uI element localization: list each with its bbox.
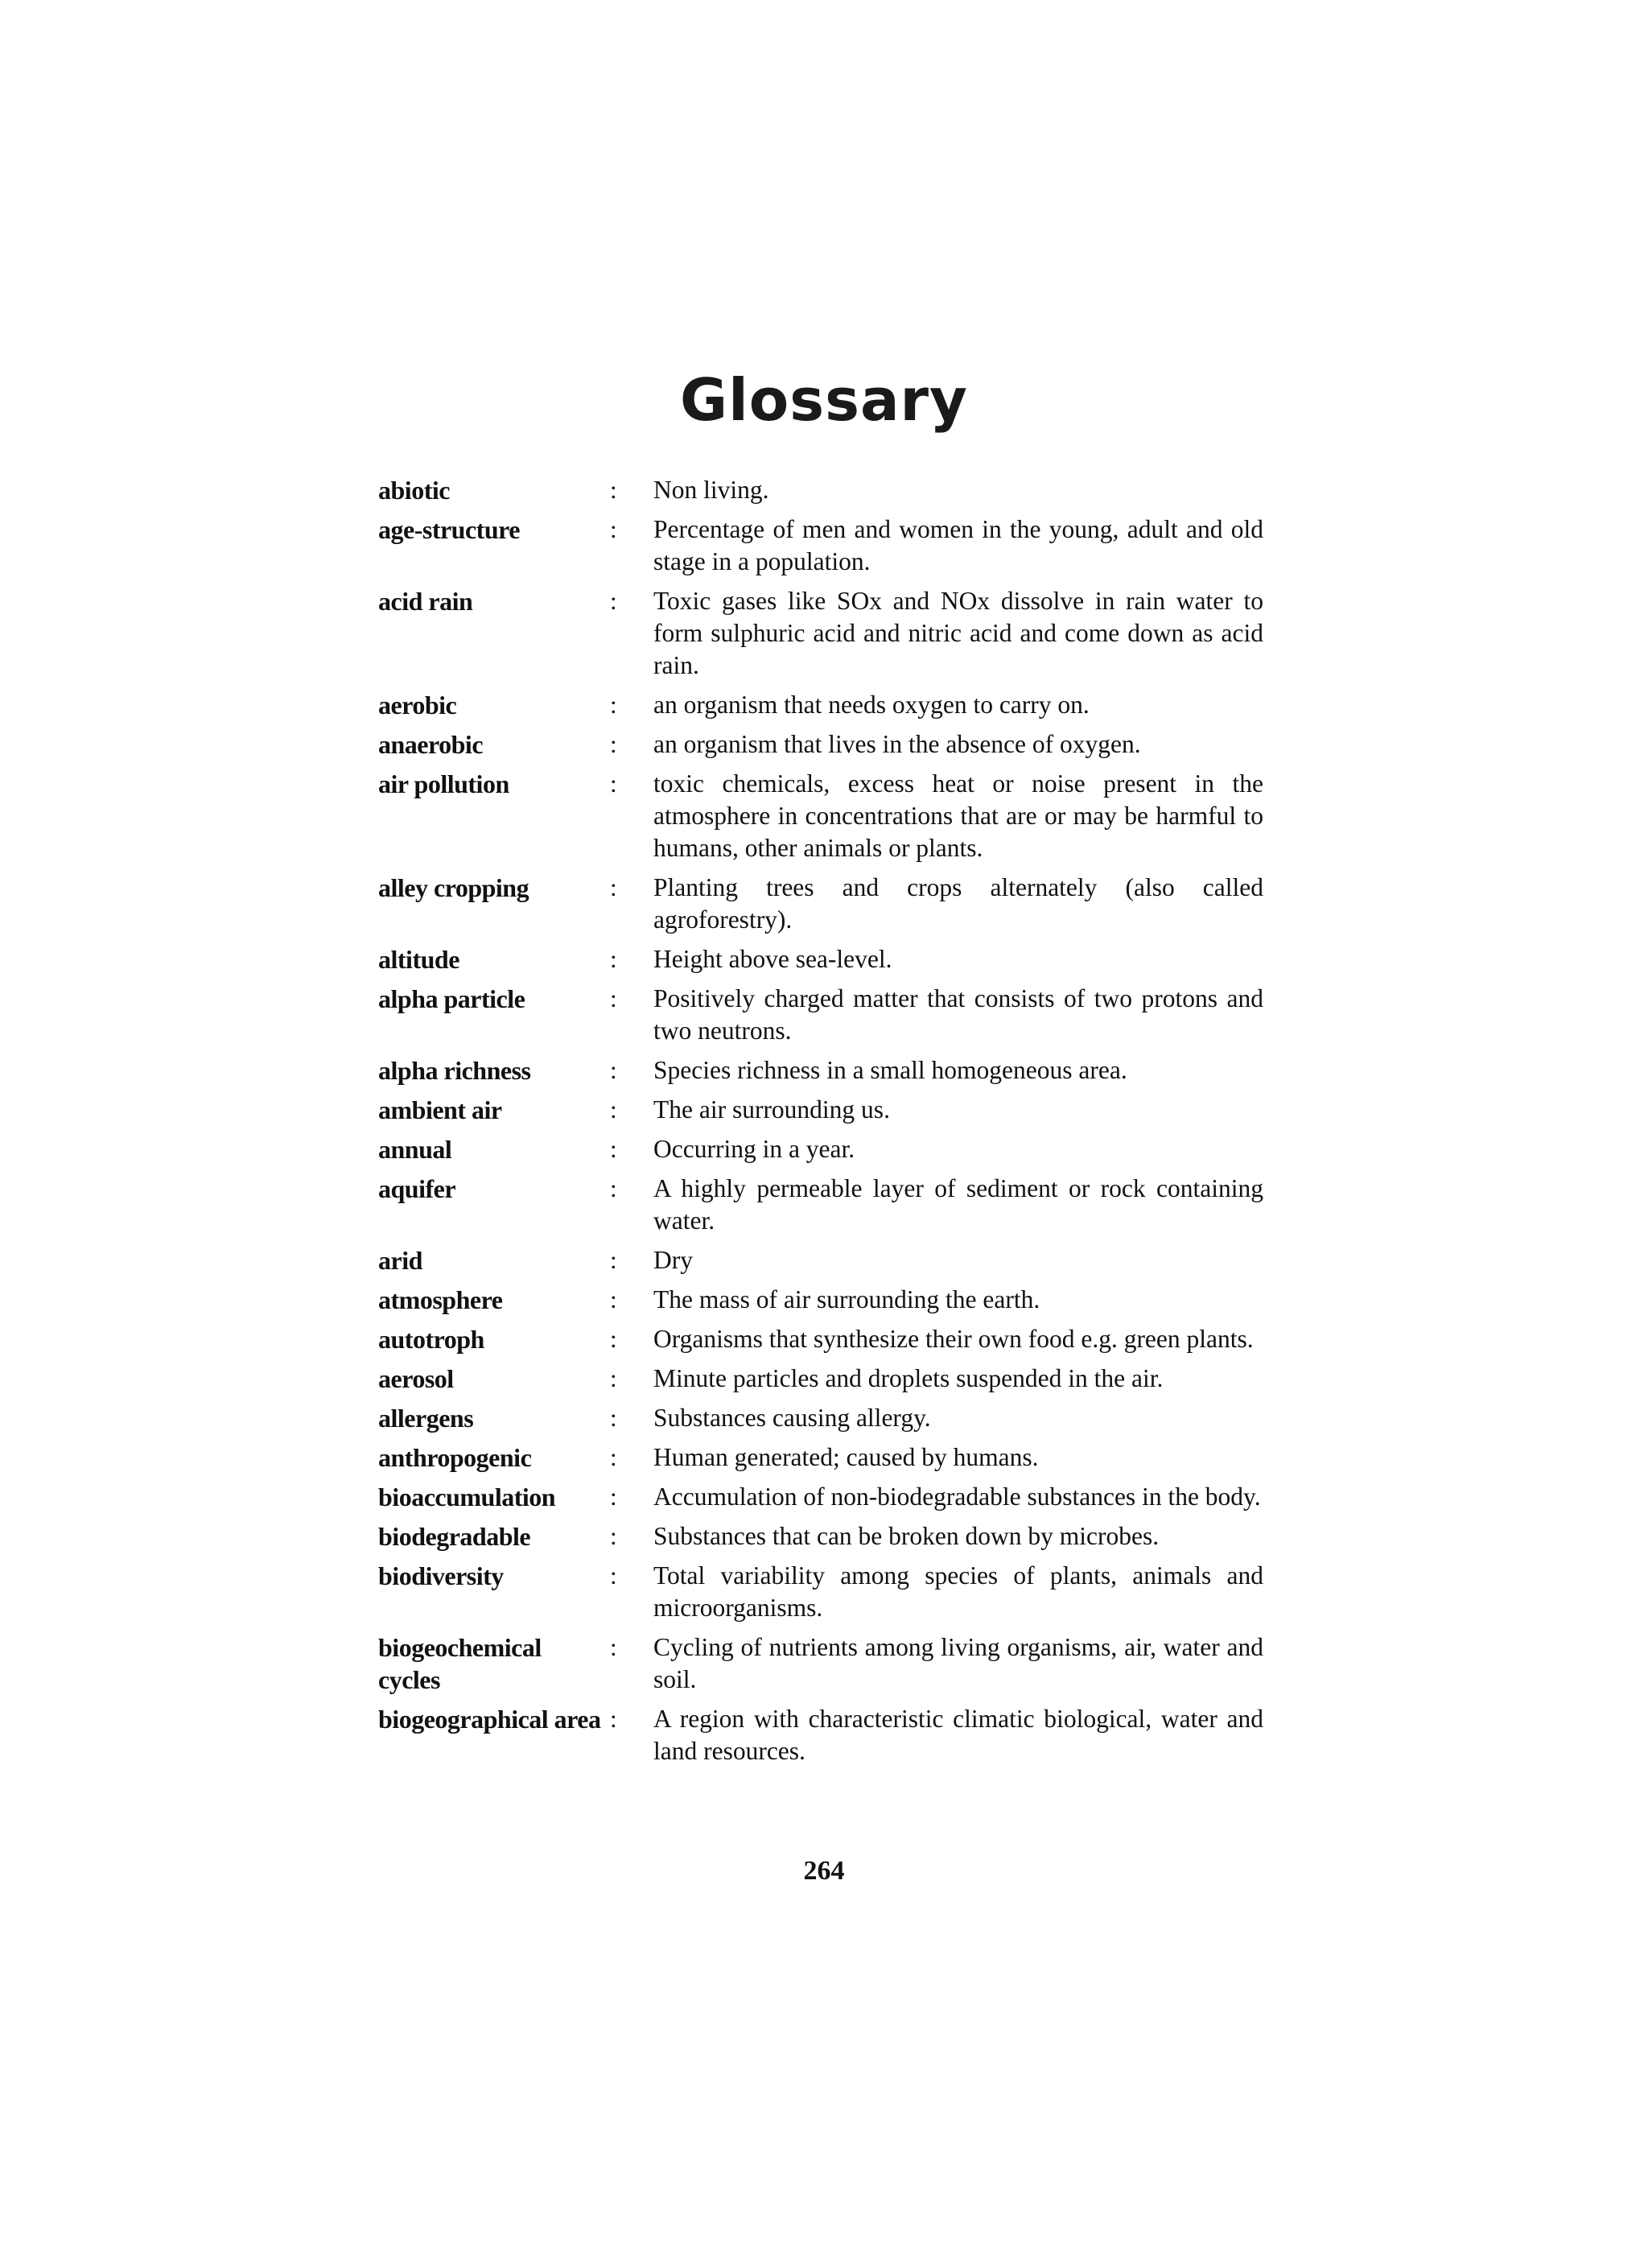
glossary-term: aquifer	[378, 1174, 456, 1203]
glossary-entry	[378, 1631, 1279, 1696]
term-separator: :	[610, 476, 617, 504]
term-separator: :	[610, 945, 617, 973]
glossary-term: biogeochemical cycles	[378, 1633, 542, 1694]
glossary-entry	[378, 1173, 1279, 1237]
glossary-entry	[378, 513, 1279, 578]
term-separator: :	[610, 1633, 617, 1661]
glossary-definition: Substances that can be broken down by microbes.	[653, 1522, 1160, 1550]
glossary-entry	[378, 1363, 1279, 1395]
glossary-entry	[378, 1133, 1279, 1165]
glossary-term: anaerobic	[378, 730, 484, 759]
glossary-definition: an organism that lives in the absence of oxygen.	[653, 730, 1141, 758]
glossary-definition: A highly permeable layer of sediment or rock containing water.	[653, 1174, 1263, 1235]
glossary-entry	[378, 474, 1279, 506]
glossary-definition: The air surrounding us.	[653, 1095, 890, 1124]
glossary-definition: Human generated; caused by humans.	[653, 1443, 1039, 1471]
glossary-entry	[378, 1284, 1279, 1316]
term-separator: :	[610, 1135, 617, 1163]
glossary-definition: Height above sea-level.	[653, 945, 892, 973]
glossary-definition: Minute particles and droplets suspended in the air.	[653, 1364, 1164, 1392]
term-separator: :	[610, 1482, 617, 1511]
glossary-definition: Species richness in a small homogeneous area.	[653, 1056, 1127, 1084]
glossary-term: arid	[378, 1246, 422, 1275]
page-number: 264	[803, 1856, 845, 1886]
term-separator: :	[610, 1443, 617, 1471]
glossary-definition: Planting trees and crops alternately (also called agroforestry).	[653, 873, 1263, 934]
term-separator: :	[610, 1246, 617, 1274]
glossary-entry	[378, 1560, 1279, 1624]
glossary-definition: Percentage of men and women in the young, adult and old stage in a population.	[653, 515, 1263, 575]
glossary-term: alpha particle	[378, 984, 525, 1013]
glossary-term: altitude	[378, 945, 459, 974]
glossary-definition: Organisms that synthesize their own food e.g. green plants.	[653, 1325, 1254, 1353]
glossary-term: alpha richness	[378, 1056, 531, 1085]
glossary-term: biodegradable	[378, 1522, 531, 1551]
glossary-term: atmosphere	[378, 1285, 503, 1314]
glossary-term: autotroph	[378, 1325, 484, 1354]
glossary-entry	[378, 585, 1279, 682]
glossary-term: alley cropping	[378, 873, 529, 902]
glossary-definition: Occurring in a year.	[653, 1135, 855, 1163]
glossary-entry	[378, 943, 1279, 975]
term-separator: :	[610, 1404, 617, 1432]
term-separator: :	[610, 587, 617, 615]
term-separator: :	[610, 1285, 617, 1313]
page-title: Glossary	[680, 366, 968, 434]
glossary-definition: Substances causing allergy.	[653, 1404, 931, 1432]
glossary-term: aerobic	[378, 691, 457, 720]
term-separator: :	[610, 515, 617, 543]
glossary-term: allergens	[378, 1404, 474, 1433]
glossary-entry	[378, 728, 1279, 761]
glossary-term: biodiversity	[378, 1561, 504, 1590]
glossary-entry	[378, 768, 1279, 864]
glossary-entry	[378, 1481, 1279, 1513]
term-separator: :	[610, 1095, 617, 1124]
glossary-definition: Cycling of nutrients among living organisms, air, water and soil.	[653, 1633, 1263, 1693]
term-separator: :	[610, 1174, 617, 1202]
glossary-entry	[378, 1244, 1279, 1276]
term-separator: :	[610, 769, 617, 798]
glossary-entry	[378, 1441, 1279, 1474]
term-separator: :	[610, 873, 617, 901]
term-separator: :	[610, 1364, 617, 1392]
glossary-term: age-structure	[378, 515, 520, 544]
glossary-term: aerosol	[378, 1364, 454, 1393]
glossary-term: biogeographical area	[378, 1705, 601, 1734]
glossary-entry	[378, 1402, 1279, 1434]
glossary-definition: Accumulation of non-biodegradable substances in the body.	[653, 1482, 1261, 1511]
glossary-definition: Toxic gases like SOx and NOx dissolve in rain water to form sulphuric acid and nitric acid and come down as acid rain.	[653, 587, 1263, 679]
glossary-entry	[378, 872, 1279, 936]
glossary-definition: Dry	[653, 1246, 693, 1274]
term-separator: :	[610, 1056, 617, 1084]
term-separator: :	[610, 1522, 617, 1550]
glossary-entry	[378, 983, 1279, 1047]
term-separator: :	[610, 691, 617, 719]
glossary-entry	[378, 1323, 1279, 1355]
glossary-definition: Non living.	[653, 476, 769, 504]
glossary-term: bioaccumulation	[378, 1482, 556, 1511]
glossary-definition: A region with characteristic climatic biological, water and land resources.	[653, 1705, 1263, 1765]
glossary-entry	[378, 1520, 1279, 1553]
glossary-term: acid rain	[378, 587, 473, 616]
glossary-definition: Total variability among species of plants, animals and microorganisms.	[653, 1561, 1263, 1622]
glossary-list	[378, 474, 1279, 1775]
term-separator: :	[610, 730, 617, 758]
term-separator: :	[610, 1705, 617, 1733]
term-separator: :	[610, 1325, 617, 1353]
glossary-definition: Positively charged matter that consists of two protons and two neutrons.	[653, 984, 1263, 1045]
glossary-definition: toxic chemicals, excess heat or noise present in the atmosphere in concentrations that are or may be harmful to humans, other animals or plants.	[653, 769, 1263, 862]
glossary-term: anthropogenic	[378, 1443, 532, 1472]
glossary-term: abiotic	[378, 476, 450, 505]
glossary-term: ambient air	[378, 1095, 502, 1124]
glossary-entry	[378, 689, 1279, 721]
glossary-entry	[378, 1094, 1279, 1126]
glossary-definition: The mass of air surrounding the earth.	[653, 1285, 1040, 1313]
glossary-entry	[378, 1703, 1279, 1767]
glossary-entry	[378, 1054, 1279, 1087]
term-separator: :	[610, 1561, 617, 1590]
glossary-term: annual	[378, 1135, 452, 1164]
glossary-definition: an organism that needs oxygen to carry on.	[653, 691, 1090, 719]
term-separator: :	[610, 984, 617, 1012]
glossary-term: air pollution	[378, 769, 509, 798]
